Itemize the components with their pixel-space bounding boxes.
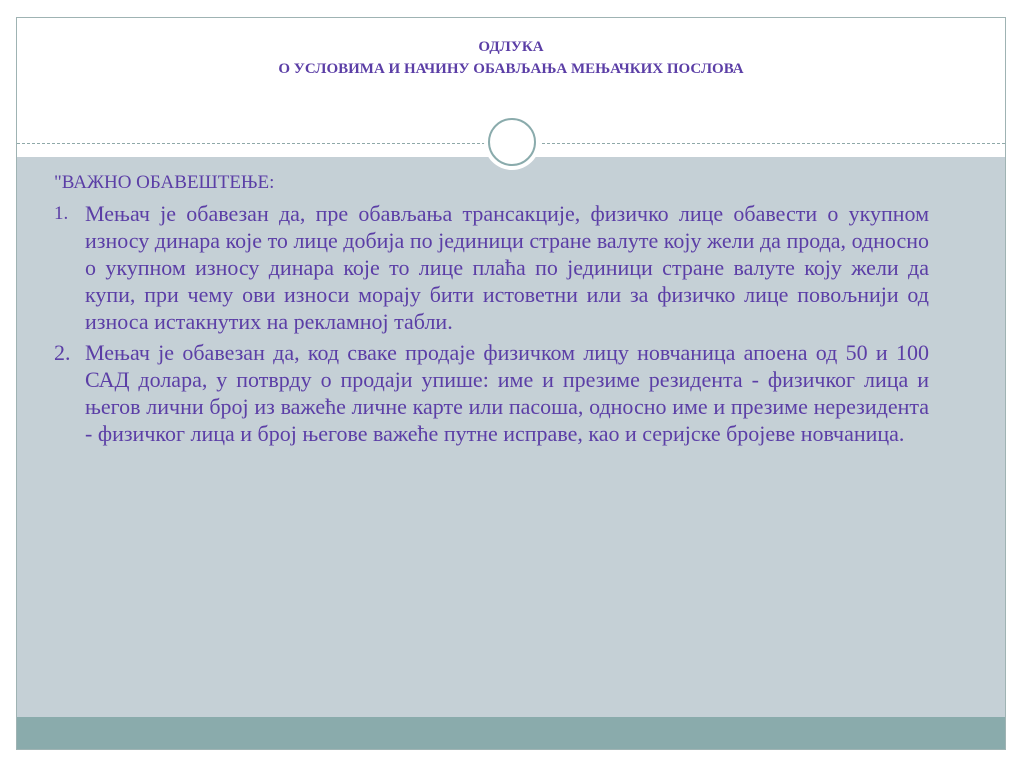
title-line-2: О УСЛОВИМА И НАЧИНУ ОБАВЉАЊА МЕЊАЧКИХ ПОСЛОВА <box>278 61 744 77</box>
notice-heading: "ВАЖНО ОБАВЕШТЕЊЕ: <box>54 172 275 193</box>
list-item-number: 1. <box>54 203 69 224</box>
circle-ring <box>488 118 536 166</box>
list-item <box>54 339 929 447</box>
list-item-number: 2. <box>54 340 71 365</box>
list-item-text: Мењач је обавезан да, код сваке продаје физичком лицу новчаница апоена од 50 и 100 САД долара, у потврду о продаји упише: име и презиме резидента - физичког лица и његов лични број из важеће личне карте или пасоша, односно име и презиме нерезидента - физичког лица и број његове важеће путне исправе, као и серијске бројеве новчаница. <box>85 340 929 446</box>
body-text <box>54 170 929 451</box>
title-line-1: ОДЛУКА <box>478 39 544 55</box>
slide-title <box>17 36 1005 80</box>
list-item <box>54 200 929 335</box>
footer-band <box>17 717 1005 750</box>
circle-ornament-icon <box>484 114 540 170</box>
list-item-text: Мењач је обавезан да, пре обављања трансакције, физичко лице обавести о укупном износу динара које то лице добија по јединици стране валуте коју жели да прода, односно о укупном износу динара које то лице плаћа по јединици стране валуте коју жели да купи, при чему ови износи морају бити истоветни или за физичко лице повољнији од износа истакнутих на рекламној табли. <box>85 201 929 334</box>
